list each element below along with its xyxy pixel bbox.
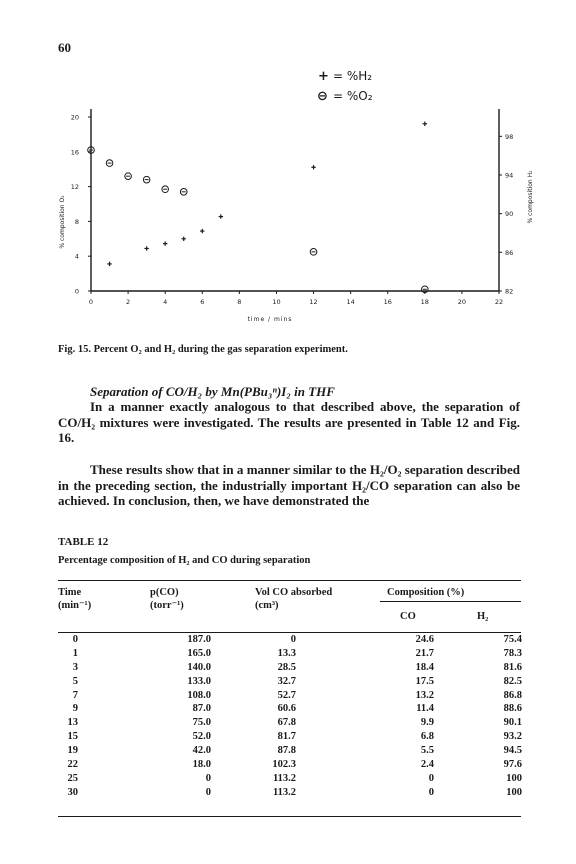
data-point-o2 — [310, 249, 317, 256]
header-h2: H₂ — [477, 611, 489, 622]
body-paragraph: In a manner exactly analogous to that described above, the separation of CO/H₂ mixtures were investigated. The results are presented in Table 12 and Fig. 16. — [58, 399, 520, 445]
chart-ticks — [71, 114, 514, 307]
cell-time: 25 — [67, 772, 78, 784]
cell-vol-co: 87.8 — [277, 745, 296, 757]
x-tick-label: 10 — [272, 298, 281, 306]
y2-tick-label: 98 — [505, 132, 514, 141]
figure-caption: Fig. 15. Percent O₂ and H₂ during the gas separation experiment. — [58, 344, 348, 355]
body-paragraph: These results show that in a manner similar to the H₂/O₂ separation described in the preceding section, the industrially important H₂/CO separation can also be achieved. In conclusion, then, we have demonstrated the — [58, 462, 520, 508]
data-point-h2 — [219, 214, 223, 218]
x-tick-label: 6 — [200, 298, 205, 306]
y2-tick-label: 82 — [505, 287, 514, 296]
table-rule-bottom — [58, 816, 521, 817]
cell-vol-co: 102.3 — [272, 759, 296, 771]
cell-pco: 42.0 — [192, 745, 211, 757]
table-row — [58, 745, 521, 759]
table-rule-top — [58, 580, 521, 581]
cell-time: 19 — [67, 745, 78, 757]
x-tick-label: 0 — [88, 298, 94, 306]
cell-vol-co: 67.8 — [277, 717, 296, 729]
cell-h2: 86.8 — [503, 689, 522, 701]
cell-pco: 133.0 — [187, 675, 211, 687]
y2-tick-label: 86 — [505, 248, 514, 257]
table-row — [58, 731, 521, 745]
cell-co: 17.5 — [415, 675, 434, 687]
cell-vol-co: 113.2 — [272, 772, 296, 784]
chart-legend — [317, 69, 373, 104]
data-point-h2 — [182, 237, 186, 241]
x-tick-label: 12 — [309, 298, 318, 306]
cell-co: 24.6 — [415, 634, 434, 645]
table-title: Percentage composition of H₂ and CO during separation — [58, 555, 311, 566]
table-label: TABLE 12 — [58, 536, 109, 548]
cell-co: 18.4 — [415, 661, 434, 673]
cell-h2: 75.4 — [503, 634, 522, 645]
y-tick-label: 0 — [74, 287, 79, 296]
cell-co: 9.9 — [420, 717, 434, 729]
cell-h2: 94.5 — [503, 745, 522, 757]
cell-co: 2.4 — [420, 759, 434, 771]
cell-co: 0 — [428, 772, 434, 784]
cell-h2: 100 — [506, 772, 522, 784]
table-row — [58, 634, 521, 648]
cell-co: 0 — [428, 786, 434, 798]
y2-axis-label: % composition H₂ — [527, 170, 534, 224]
cell-h2: 90.1 — [503, 717, 522, 729]
table-row — [58, 703, 521, 717]
legend-o2-label: = %O₂ — [333, 89, 373, 103]
y2-tick-label: 90 — [505, 210, 514, 219]
cell-pco: 87.0 — [192, 703, 211, 715]
cell-co: 13.2 — [415, 689, 434, 701]
table-row — [58, 676, 521, 690]
cell-co: 21.7 — [415, 647, 434, 659]
cell-vol-co: 60.6 — [277, 703, 296, 715]
data-point-o2 — [125, 173, 132, 180]
data-point-h2 — [144, 246, 148, 250]
data-point-o2 — [143, 176, 150, 183]
chart-axes — [91, 109, 499, 291]
cell-vol-co: 52.7 — [277, 689, 296, 701]
cell-co: 5.5 — [420, 745, 434, 757]
x-tick-label: 16 — [383, 298, 392, 306]
cell-time: 15 — [67, 731, 78, 743]
table-row — [58, 690, 521, 704]
data-point-o2 — [106, 160, 113, 167]
cell-pco: 52.0 — [192, 731, 211, 743]
page-number: 60 — [58, 40, 71, 55]
cell-co: 6.8 — [420, 731, 434, 743]
cell-h2: 81.6 — [503, 661, 522, 673]
x-tick-label: 22 — [494, 298, 504, 306]
header-pco: p(CO) (torr⁻¹) — [150, 587, 184, 611]
y-axis-label: % composition O₂ — [59, 195, 66, 249]
table-row — [58, 662, 521, 676]
legend-h2-label: = %H₂ — [333, 69, 373, 83]
data-point-h2 — [163, 241, 167, 245]
table-row — [58, 787, 521, 801]
header-composition: Composition (%) — [387, 587, 465, 598]
cell-time: 13 — [67, 717, 78, 729]
cell-pco: 18.0 — [192, 759, 211, 771]
table-row — [58, 648, 521, 662]
cell-pco: 75.0 — [192, 717, 211, 729]
cell-vol-co: 28.5 — [277, 661, 296, 673]
cell-h2: 97.6 — [503, 759, 522, 771]
data-point-h2 — [107, 262, 111, 266]
legend-o2-marker: ⊖ — [317, 89, 328, 104]
cell-h2: 93.2 — [503, 731, 522, 743]
cell-time: 30 — [67, 786, 78, 798]
cell-pco: 0 — [205, 786, 211, 798]
table-row — [58, 773, 521, 787]
section-heading: Separation of CO/H₂ by Mn(PBu₃ⁿ)I₂ in THF — [90, 384, 335, 399]
header-co: CO — [400, 611, 416, 622]
chart-marks — [88, 122, 428, 293]
cell-vol-co: 0 — [290, 634, 296, 645]
figure-15-chart — [0, 0, 576, 340]
cell-vol-co: 32.7 — [277, 675, 296, 687]
legend-h2-marker: + — [318, 69, 329, 84]
y-tick-label: 20 — [70, 113, 79, 122]
cell-time: 9 — [72, 703, 78, 715]
cell-pco: 140.0 — [187, 661, 211, 673]
table-rule-mid — [58, 632, 521, 633]
cell-vol-co: 13.3 — [277, 647, 296, 659]
cell-pco: 108.0 — [187, 689, 211, 701]
cell-time: 0 — [72, 634, 78, 645]
y2-tick-label: 94 — [505, 171, 514, 180]
x-tick-label: 20 — [457, 298, 467, 306]
x-axis-label: time / mins — [247, 316, 293, 323]
cell-h2: 78.3 — [503, 647, 522, 659]
y-tick-label: 16 — [70, 148, 79, 157]
cell-co: 11.4 — [416, 703, 434, 715]
table-rule-composition — [380, 601, 521, 602]
cell-pco: 165.0 — [187, 647, 211, 659]
cell-h2: 100 — [506, 786, 522, 798]
cell-pco: 0 — [205, 772, 211, 784]
data-point-o2 — [180, 189, 187, 196]
cell-vol-co: 113.2 — [272, 786, 296, 798]
data-point-h2 — [423, 122, 427, 126]
x-tick-label: 2 — [126, 298, 131, 306]
cell-time: 5 — [72, 675, 78, 687]
x-tick-label: 18 — [420, 298, 429, 306]
header-time: Time (min⁻¹) — [58, 587, 92, 611]
cell-pco: 187.0 — [187, 634, 211, 645]
y-tick-label: 12 — [70, 183, 79, 192]
x-tick-label: 14 — [346, 298, 355, 306]
cell-time: 1 — [72, 647, 78, 659]
table-body — [58, 634, 521, 801]
cell-time: 7 — [72, 689, 78, 701]
cell-time: 22 — [67, 759, 78, 771]
header-vol-co: Vol CO absorbed (cm³) — [255, 587, 333, 611]
x-tick-label: 8 — [237, 298, 242, 306]
cell-h2: 88.6 — [503, 703, 522, 715]
cell-time: 3 — [72, 661, 78, 673]
cell-vol-co: 81.7 — [277, 731, 296, 743]
y-tick-label: 8 — [74, 217, 79, 226]
data-point-o2 — [162, 186, 169, 193]
y-tick-label: 4 — [74, 252, 79, 261]
table-row — [58, 759, 521, 773]
table-row — [58, 717, 521, 731]
data-point-h2 — [311, 165, 315, 169]
cell-h2: 82.5 — [503, 675, 522, 687]
x-tick-label: 4 — [163, 298, 168, 306]
data-point-h2 — [200, 229, 204, 233]
